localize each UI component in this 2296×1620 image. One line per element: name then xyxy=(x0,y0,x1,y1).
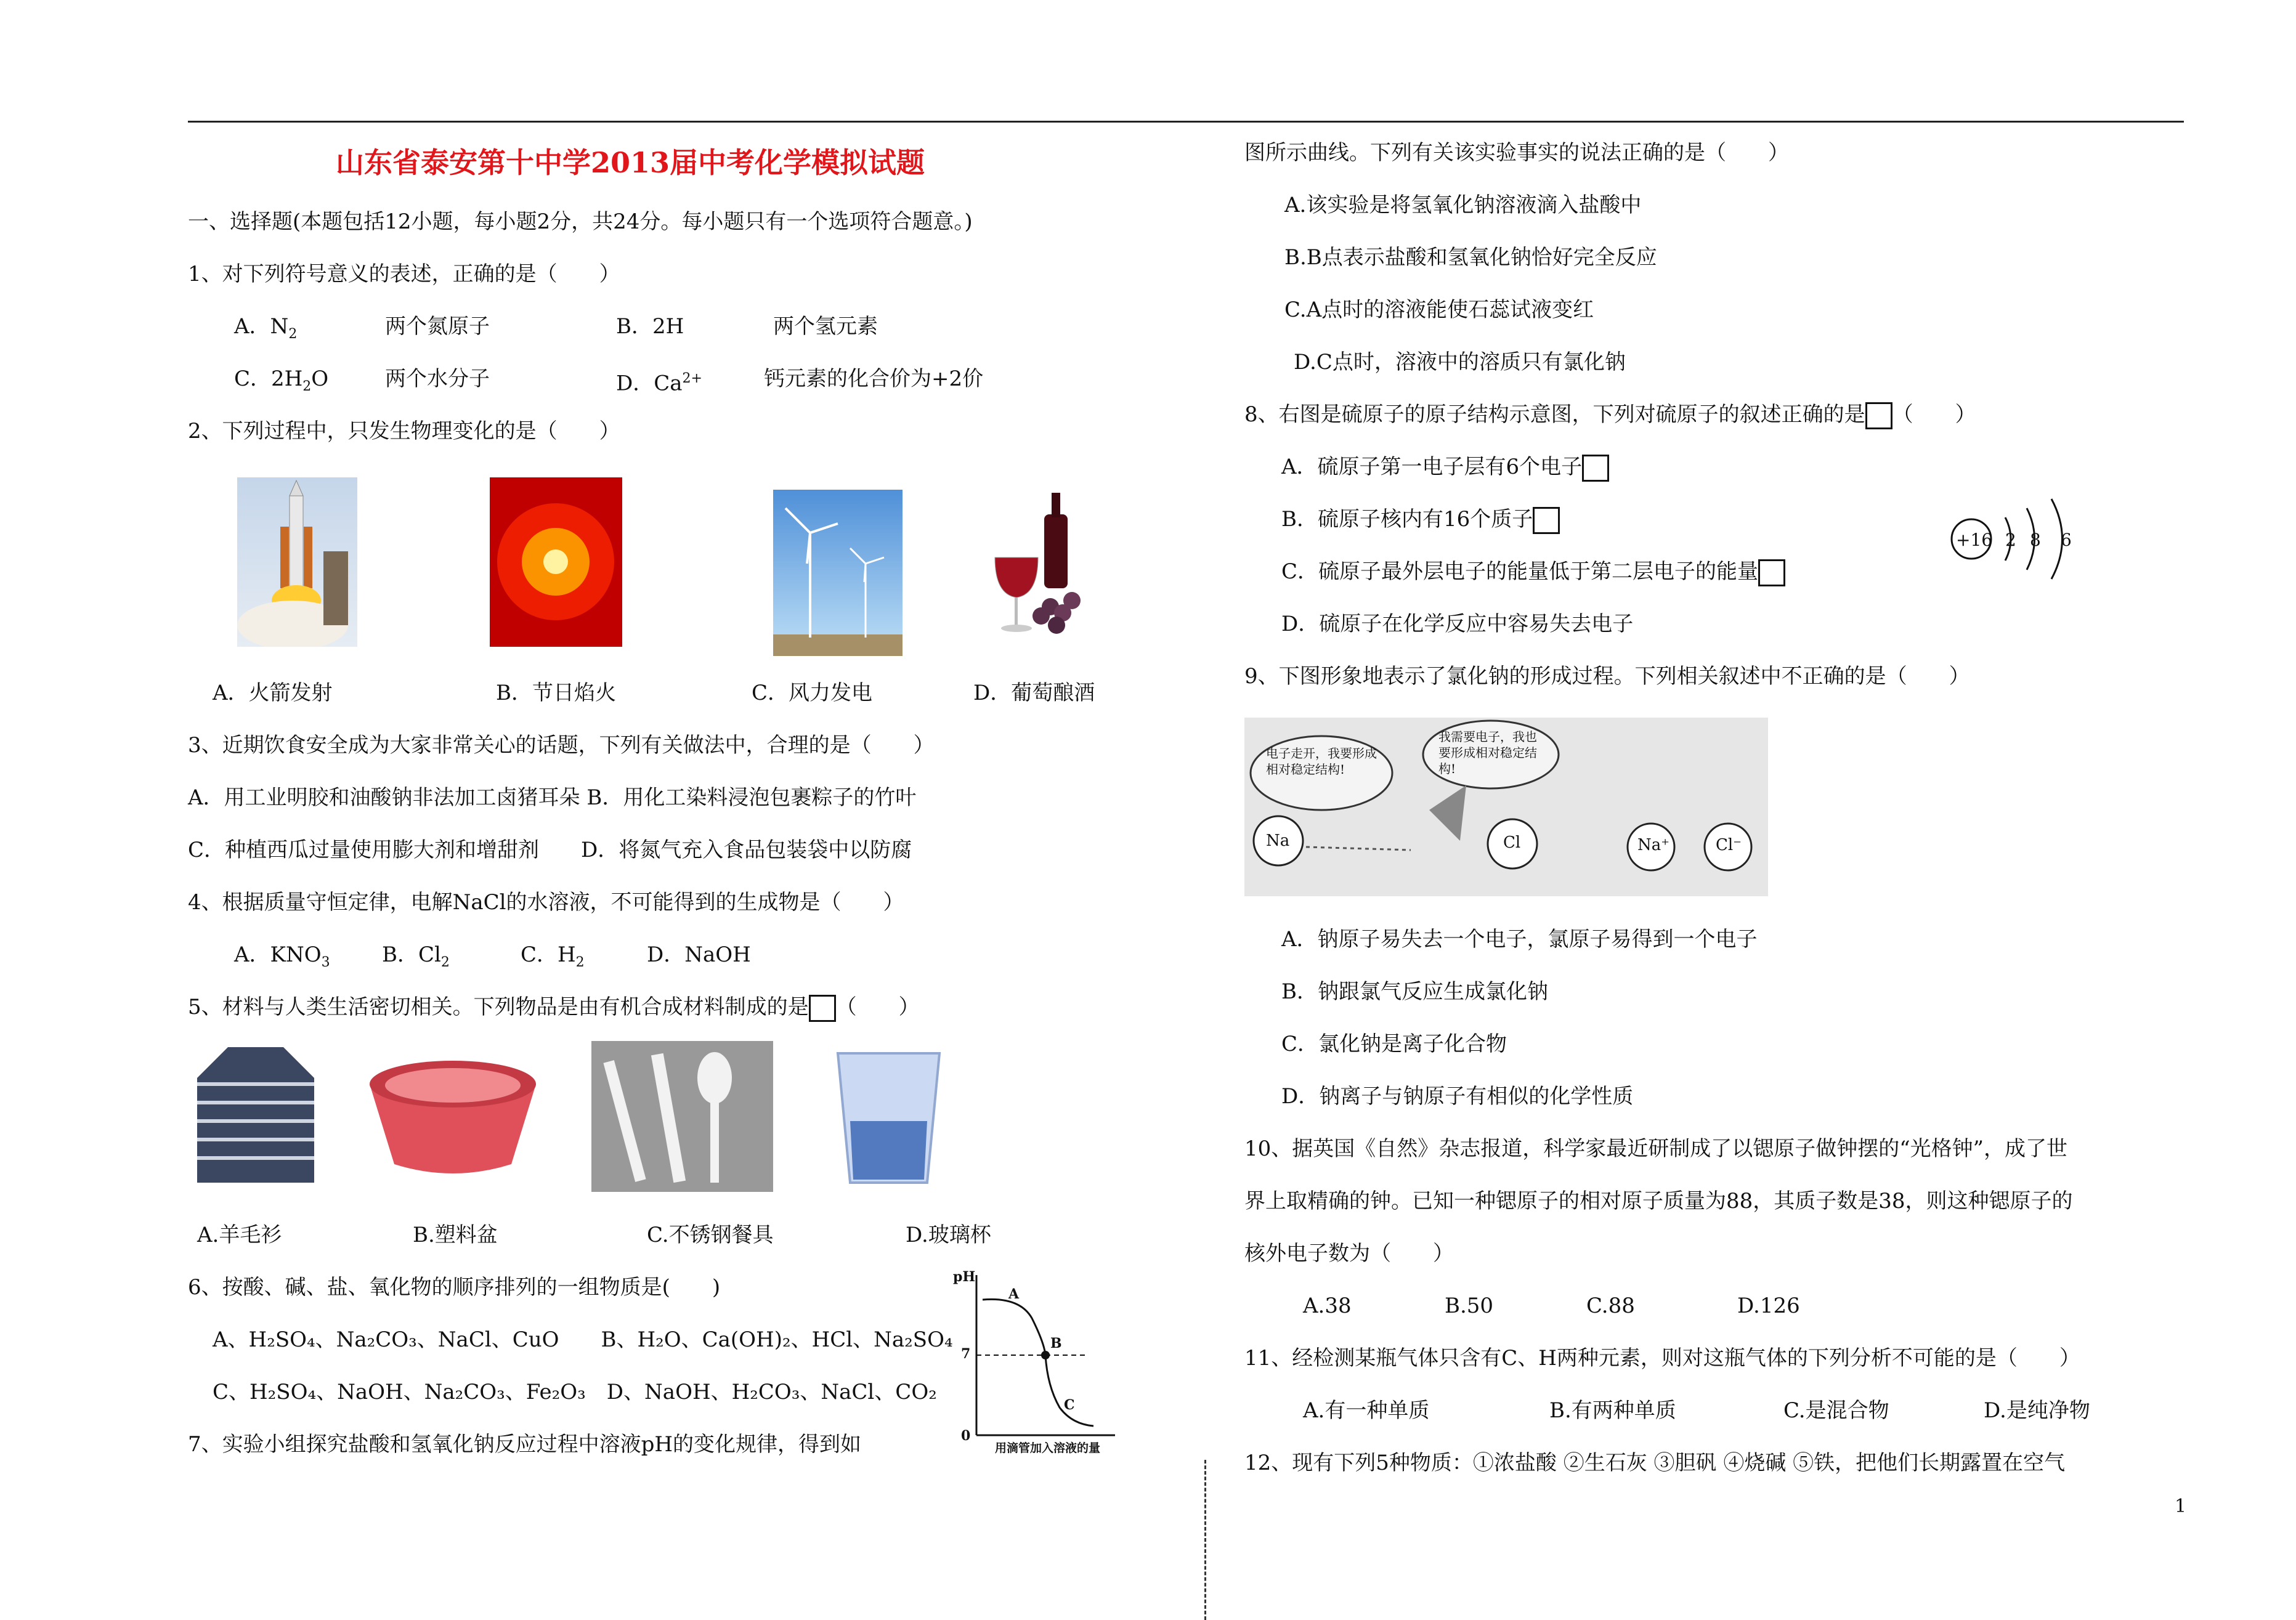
page-title: 山东省泰安第十中学2013届中考化学模拟试题 xyxy=(336,146,925,179)
label-na: Na xyxy=(1266,832,1290,850)
q8-option-b: B．硫原子核内有16个质子 xyxy=(1281,507,1560,534)
bubble-chlorine: 我需要电子，我也要形成相对稳定结构! xyxy=(1438,729,1537,776)
q10-line-1: 10、据英国《自然》杂志报道，科学家最近研制成了以锶原子做钟摆的“光格钟”，成了世 xyxy=(1244,1136,2068,1161)
q3-options-ab: A．用工业明胶和油酸钠非法加工卤猪耳朵 B．用化工染料浸泡包裹粽子的竹叶 xyxy=(188,785,917,810)
q2-option-c: C．风力发电 xyxy=(752,681,873,705)
answer-box[interactable] xyxy=(1758,559,1785,586)
grape-wine-image xyxy=(983,490,1090,647)
q1-option-c-text: 两个水分子 xyxy=(385,367,490,391)
q10-option-c: C.88 xyxy=(1586,1294,1635,1318)
q9-option-c: C．氯化钠是离子化合物 xyxy=(1281,1032,1507,1056)
q4-option-b: B．$Cl_2$ xyxy=(382,942,450,970)
label-na-ion: Na⁺ xyxy=(1637,836,1669,854)
q1-option-a: A．$N_2$ xyxy=(234,314,298,342)
q6-stem: 6、按酸、碱、盐、氧化物的顺序排列的一组物质是( ) xyxy=(188,1275,721,1300)
ph-curve-graph xyxy=(952,1263,1124,1460)
wind-turbine-image xyxy=(773,490,903,656)
q1-option-b: B．2H xyxy=(616,314,684,339)
q5-option-d: D.玻璃杯 xyxy=(906,1223,991,1247)
q9-stem: 9、下图形象地表示了氯化钠的形成过程。下列相关叙述中不正确的是（ ） xyxy=(1244,664,1970,689)
graph-y-label: pH xyxy=(953,1269,976,1285)
q6-options-cd: C、H₂SO₄、NaOH、Na₂CO₃、Fe₂O₃ D、NaOH、H₂CO₃、NaCl、CO₂ xyxy=(213,1380,937,1404)
q11-option-b: B.有两种单质 xyxy=(1549,1398,1676,1423)
answer-box[interactable] xyxy=(809,995,836,1022)
q7-option-b: B.B点表示盐酸和氢氧化钠恰好完全反应 xyxy=(1284,245,1657,270)
q8-option-d: D．硫原子在化学反应中容易失去电子 xyxy=(1281,612,1634,636)
q4-stem: 4、根据质量守恒定律，电解NaCl的水溶液，不可能得到的生成物是（ ） xyxy=(188,890,904,915)
q10-line-3: 核外电子数为（ ） xyxy=(1244,1241,1454,1266)
q5-option-b: B.塑料盆 xyxy=(413,1223,498,1247)
graph-x-label: 用滴管加入溶液的量 xyxy=(995,1441,1101,1455)
q6-options-ab: A、H₂SO₄、Na₂CO₃、NaCl、CuO B、H₂O、Ca(OH)₂、HCl、Na₂SO₄ xyxy=(213,1327,953,1352)
graph-point-a: A xyxy=(1008,1286,1020,1302)
top-rule xyxy=(188,121,2184,123)
q1-stem: 1、对下列符号意义的表述，正确的是（ ） xyxy=(188,262,620,286)
answer-box[interactable] xyxy=(1533,507,1560,534)
label-cl-ion: Cl⁻ xyxy=(1716,836,1742,854)
bubble-sodium: 电子走开，我要形成相对稳定结构! xyxy=(1266,746,1377,777)
q4-option-d: D．NaOH xyxy=(647,942,751,967)
q9-option-d: D．钠离子与钠原子有相似的化学性质 xyxy=(1281,1084,1634,1109)
q10-option-a: A.38 xyxy=(1303,1294,1352,1318)
q3-stem: 3、近期饮食安全成为大家非常关心的话题，下列有关做法中，合理的是（ ） xyxy=(188,733,935,758)
q11-option-d: D.是纯净物 xyxy=(1984,1398,2090,1423)
answer-box[interactable] xyxy=(1865,402,1892,429)
q1-option-c: C．$2H_2O$ xyxy=(234,367,329,394)
q5-option-a: A.羊毛衫 xyxy=(197,1223,282,1247)
atom-nucleus-label: +16 xyxy=(1956,530,1993,550)
rocket-launch-image xyxy=(237,477,357,647)
graph-point-b: B xyxy=(1050,1335,1062,1351)
q7-stem-continued: 图所示曲线。下列有关该实验事实的说法正确的是（ ） xyxy=(1244,140,1789,165)
q12-stem: 12、现有下列5种物质：①浓盐酸 ②生石灰 ③胆矾 ④烧碱 ⑤铁，把他们长期露置在空气 xyxy=(1244,1451,2066,1475)
section-heading: 一、选择题(本题包括12小题，每小题2分，共24分。每小题只有一个选项符合题意。) xyxy=(188,209,973,234)
q5-option-c: C.不锈钢餐具 xyxy=(647,1223,774,1247)
q2-option-a: A．火箭发射 xyxy=(213,681,333,705)
q5-stem: 5、材料与人类生活密切相关。下列物品是由有机合成材料制成的是 （ ） xyxy=(188,995,920,1022)
glass-cup-image xyxy=(822,1041,955,1192)
q1-option-a-text: 两个氮原子 xyxy=(385,314,490,339)
q7-stem: 7、实验小组探究盐酸和氢氧化钠反应过程中溶液pH的变化规律，得到如 xyxy=(188,1432,862,1457)
graph-tick-7: 7 xyxy=(961,1346,971,1362)
fireworks-image xyxy=(490,477,622,647)
q1-option-d-text: 钙元素的化合价为+2价 xyxy=(764,367,984,391)
q8-option-c: C．硫原子最外层电子的能量低于第二层电子的能量 xyxy=(1281,559,1785,586)
label-cl: Cl xyxy=(1503,833,1521,852)
q11-stem: 11、经检测某瓶气体只含有C、H两种元素，则对这瓶气体的下列分析不可能的是（ ） xyxy=(1244,1346,2080,1371)
plastic-basin-image xyxy=(363,1047,542,1180)
graph-point-c: C xyxy=(1064,1397,1075,1413)
graph-tick-0: 0 xyxy=(961,1428,971,1444)
sodium-chloride-cartoon xyxy=(1244,718,1768,896)
atom-shell-1: 2 xyxy=(2005,530,2016,550)
q9-option-b: B．钠跟氯气反应生成氯化钠 xyxy=(1281,979,1548,1004)
q10-option-b: B.50 xyxy=(1445,1294,1494,1318)
q10-line-2: 界上取精确的钟。已知一种锶原子的相对原子质量为88，其质子数是38，则这种锶原子的 xyxy=(1244,1189,2073,1213)
page-number: 1 xyxy=(2175,1496,2187,1517)
q10-option-d: D.126 xyxy=(1737,1294,1800,1318)
q7-option-d: D.C点时，溶液中的溶质只有氯化钠 xyxy=(1294,350,1626,375)
q9-option-a: A．钠原子易失去一个电子，氯原子易得到一个电子 xyxy=(1281,927,1758,952)
q11-option-a: A.有一种单质 xyxy=(1303,1398,1430,1423)
q2-option-d: D．葡萄酿酒 xyxy=(973,681,1095,705)
q4-option-a: A．$KNO_3$ xyxy=(234,942,330,970)
q2-stem: 2、下列过程中，只发生物理变化的是（ ） xyxy=(188,419,620,443)
q3-options-cd: C．种植西瓜过量使用膨大剂和增甜剂 D．将氮气充入食品包装袋中以防腐 xyxy=(188,838,912,862)
atom-shell-3: 6 xyxy=(2061,530,2072,550)
sweater-image xyxy=(191,1041,320,1192)
q4-option-c: C．$H_2$ xyxy=(521,942,585,970)
q1-option-d: D．$Ca^{2+}$ xyxy=(616,371,702,396)
q2-option-b: B．节日焰火 xyxy=(496,681,616,705)
q1-option-b-text: 两个氢元素 xyxy=(773,314,878,339)
q7-option-a: A.该实验是将氢氧化钠溶液滴入盐酸中 xyxy=(1284,193,1642,217)
answer-box[interactable] xyxy=(1582,455,1609,482)
q7-option-c: C.A点时的溶液能使石蕊试液变红 xyxy=(1284,298,1594,322)
cutlery-image xyxy=(591,1041,773,1192)
q8-stem: 8、右图是硫原子的原子结构示意图，下列对硫原子的叙述正确的是 （ ） xyxy=(1244,402,1976,429)
sulfur-atom-diagram xyxy=(1944,493,2091,585)
q8-option-a: A．硫原子第一电子层有6个电子 xyxy=(1281,455,1609,482)
binding-line xyxy=(1204,1460,1206,1620)
atom-shell-2: 8 xyxy=(2030,530,2041,550)
q11-option-c: C.是混合物 xyxy=(1783,1398,1889,1423)
